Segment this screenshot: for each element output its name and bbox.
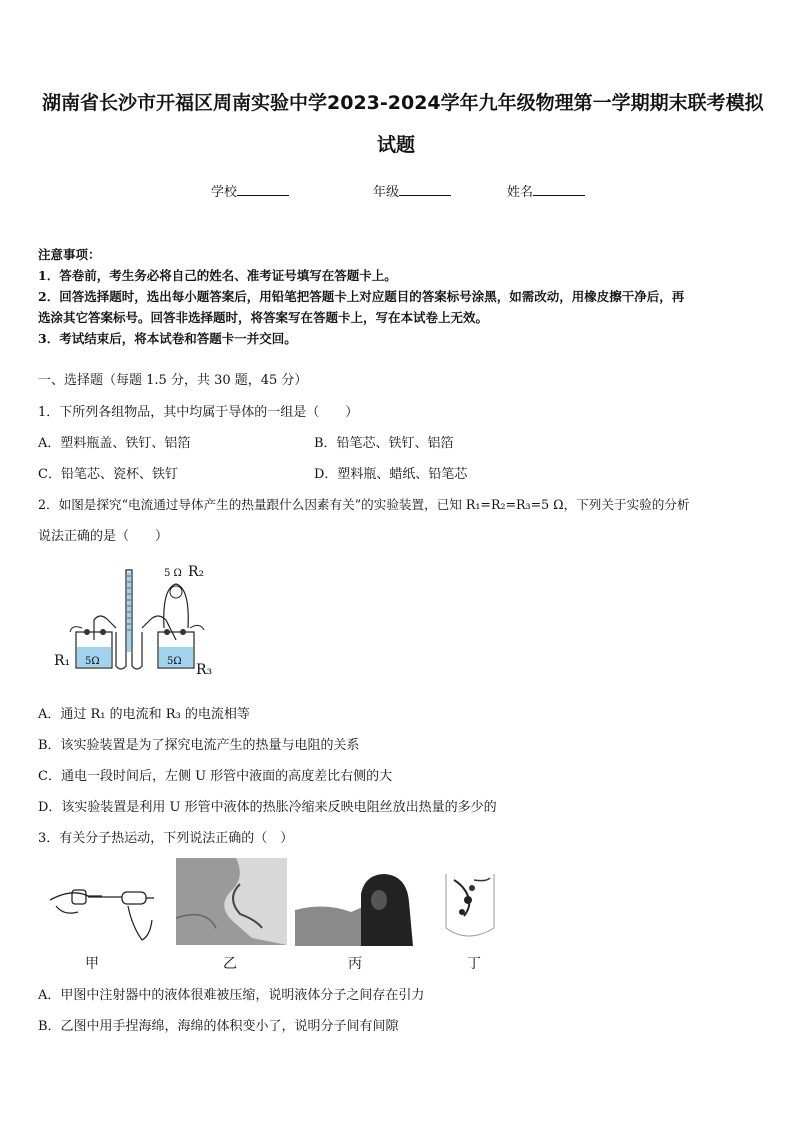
right-stopper-1 bbox=[164, 629, 170, 635]
right-wire bbox=[190, 625, 204, 630]
r2-label: R₂ bbox=[188, 564, 205, 580]
right-connector-tube bbox=[142, 616, 176, 640]
page-title-line1: 湖南省长沙市开福区周南实验中学2023-2024学年九年级物理第一学期期末联考模拟 bbox=[42, 92, 764, 114]
left-wire bbox=[70, 627, 82, 632]
notice-item-1: 1．答卷前，考生务必将自己的姓名、准考证号填写在答题卡上。 bbox=[38, 268, 397, 283]
q3-stem: 3．有关分子热运动，下列说法正确的（ ） bbox=[38, 831, 294, 846]
left-stopper-2 bbox=[100, 629, 106, 635]
name-blank[interactable] bbox=[533, 183, 585, 196]
q1-option-b[interactable]: B．铅笔芯、铁钉、铝箔 bbox=[314, 436, 454, 451]
school-label: 学校 bbox=[211, 185, 238, 200]
q2-option-d[interactable]: D．该实验装置是利用 U 形管中液体的热胀冷缩来反映电阻丝放出热量的多少的 bbox=[38, 800, 497, 815]
q2-option-b[interactable]: B．该实验装置是为了探究电流产生的热量与电阻的关系 bbox=[38, 738, 360, 753]
figure-bing-person bbox=[295, 866, 417, 946]
school-blank[interactable] bbox=[237, 183, 289, 196]
left-connector-tube bbox=[94, 616, 116, 640]
r1-label: R₁ bbox=[54, 653, 71, 669]
figure-yi-hand-sponge bbox=[176, 858, 287, 945]
notice-item-3: 3．考试结束后，将本试卷和答题卡一并交回。 bbox=[38, 331, 297, 346]
school-field[interactable] bbox=[211, 181, 289, 200]
r2-resistor-wire bbox=[164, 584, 189, 628]
grade-blank[interactable] bbox=[399, 183, 451, 196]
section-heading: 一、选择题（每题 1.5 分，共 30 题，45 分） bbox=[38, 373, 308, 388]
grade-field[interactable] bbox=[373, 181, 451, 200]
q1-option-a[interactable]: A．塑料瓶盖、铁钉、铝箔 bbox=[38, 436, 191, 451]
caption-bing: 丙 bbox=[348, 956, 362, 972]
r2-coil bbox=[170, 586, 182, 598]
q3-option-b[interactable]: B．乙图中用手捏海绵，海绵的体积变小了，说明分子间有间隙 bbox=[38, 1019, 399, 1034]
q1-option-d[interactable]: D．塑料瓶、蜡纸、铅笔芯 bbox=[314, 467, 468, 482]
q3-option-a[interactable]: A．甲图中注射器中的液体很难被压缩，说明液体分子之间存在引力 bbox=[38, 988, 425, 1003]
left-box-value: 5Ω bbox=[85, 656, 100, 667]
page-title-line2: 试题 bbox=[377, 134, 416, 156]
notice-item-2: 2．回答选择题时，选出每小题答案后，用铅笔把答题卡上对应题目的答案标号涂黑，如需改动，用橡皮擦干净后，再 bbox=[38, 289, 685, 304]
caption-yi: 乙 bbox=[223, 956, 237, 972]
q1-option-c[interactable]: C．铅笔芯、瓷杯、铁钉 bbox=[38, 467, 178, 482]
joule-heat-apparatus-figure bbox=[50, 562, 220, 680]
notice-heading: 注意事项： bbox=[38, 247, 101, 262]
caption-jia: 甲 bbox=[85, 956, 99, 972]
r3-label: R₃ bbox=[196, 662, 213, 678]
r2-value: 5 Ω bbox=[164, 568, 182, 579]
figure-jia-syringe bbox=[42, 866, 162, 946]
left-stopper-1 bbox=[84, 629, 90, 635]
figure-ding-ink-diffusion bbox=[438, 866, 502, 946]
right-stopper-2 bbox=[180, 629, 186, 635]
q2-stem-line2: 说法正确的是（ ） bbox=[38, 529, 169, 544]
q2-option-c[interactable]: C．通电一段时间后，左侧 U 形管中液面的高度差比右侧的大 bbox=[38, 769, 393, 784]
caption-ding: 丁 bbox=[467, 956, 481, 972]
right-box-value: 5Ω bbox=[167, 656, 182, 667]
name-field[interactable] bbox=[507, 181, 585, 200]
grade-label: 年级 bbox=[373, 185, 400, 200]
q2-option-a[interactable]: A．通过 R₁ 的电流和 R₃ 的电流相等 bbox=[38, 707, 250, 722]
name-label: 姓名 bbox=[507, 185, 534, 200]
q1-stem: 1．下所列各组物品，其中均属于导体的一组是（ ） bbox=[38, 405, 359, 420]
q2-stem-line1: 2．如图是探究“电流通过导体产生的热量跟什么因素有关”的实验装置，已知 R₁=R₂=R₃=5 Ω，下列关于实验的分析 bbox=[38, 497, 690, 512]
notice-item-2-cont: 选涂其它答案标号。回答非选择题时，将答案写在答题卡上，写在本试卷上无效。 bbox=[38, 310, 489, 325]
